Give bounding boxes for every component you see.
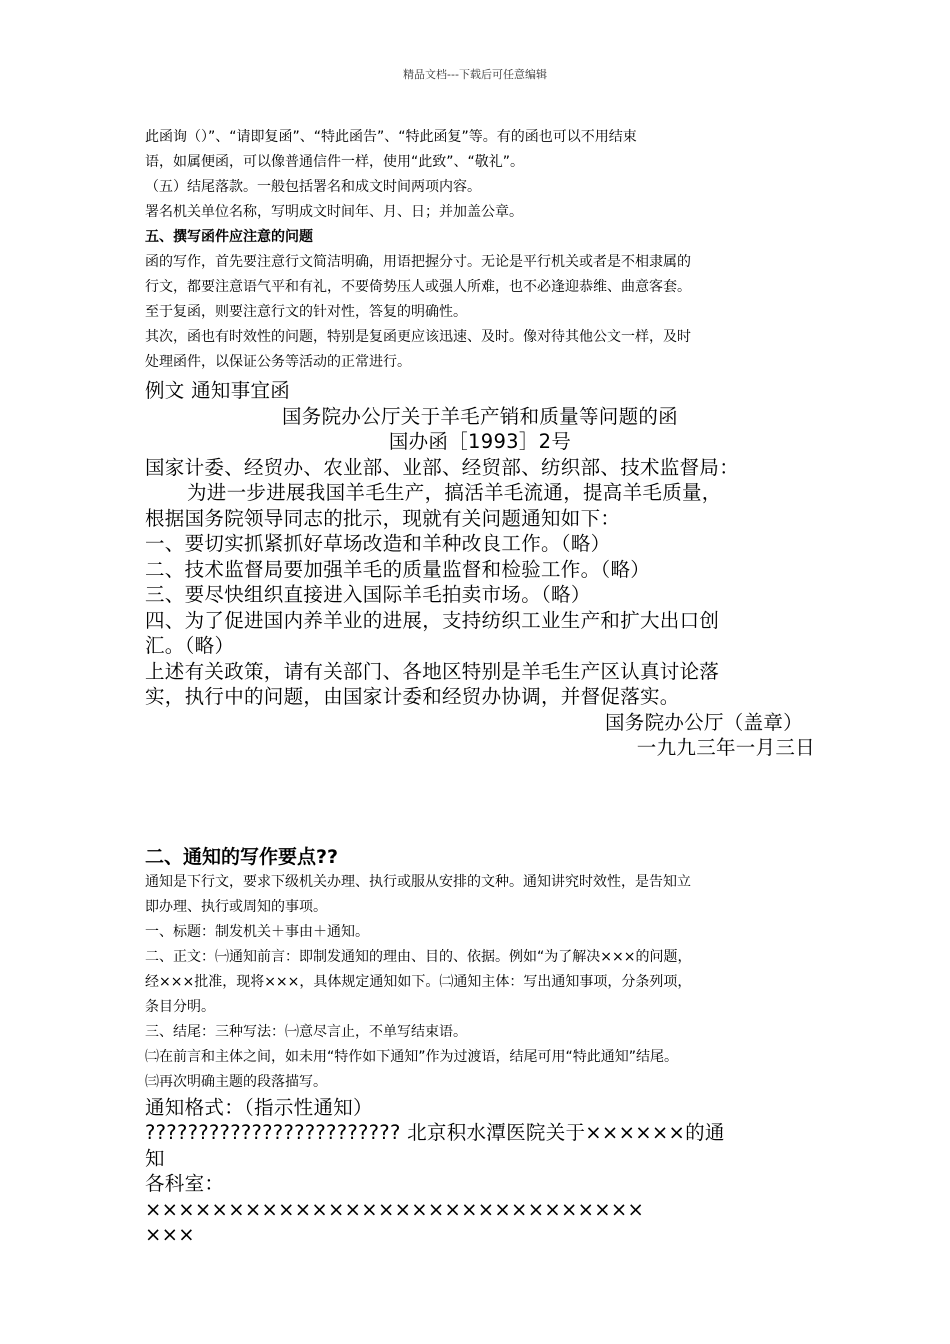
text-line: ㈢再次明确主题的段落描写。	[145, 1073, 327, 1090]
text-line: 三、结尾：三种写法：㈠意尽言止，不单写结束语。	[145, 1023, 467, 1040]
section-heading: 二、通知的写作要点??	[145, 845, 339, 868]
format-label: 通知格式：（指示性通知）	[145, 1095, 373, 1119]
format-title: ???????????????????????? 北京积水潭医院关于××××××的通	[145, 1121, 725, 1144]
closing-line: 实，执行中的问题，由国家计委和经贸办协调，并督促落实。	[145, 685, 680, 708]
example-title: 国务院办公厅关于羊毛产销和质量等问题的函	[281, 404, 678, 428]
example-item: 二、技术监督局要加强羊毛的质量监督和检验工作。（略）	[145, 557, 651, 581]
text-line: 经×××批准，现将×××，具体规定通知如下。㈡通知主体：写出通知事项，分条列项，	[145, 973, 692, 990]
recipients-line: 国家计委、经贸办、农业部、业部、经贸部、纺织部、技术监督局：	[145, 455, 740, 479]
format-recipients: 各科室：	[145, 1172, 225, 1195]
text-line: 至于复函，则要注意行文的针对性，答复的明确性。	[145, 304, 467, 320]
intro-line: 为进一步进展我国羊毛生产，搞活羊毛流通，提高羊毛质量，	[187, 481, 722, 504]
text-line: 即办理、执行或周知的事项。	[145, 898, 327, 915]
text-line: 其次，函也有时效性的问题，特别是复函更应该迅速、及时。像对待其他公文一样，及时	[145, 329, 691, 345]
intro-line: 根据国务院领导同志的批示，现就有关问题通知如下：	[145, 506, 621, 530]
text-line: 处理函件，以保证公务等活动的正常进行。	[145, 354, 411, 370]
example-label: 例文 通知事宜函	[145, 379, 291, 402]
example-item: 一、要切实抓紧抓好草场改造和羊种改良工作。（略）	[145, 532, 611, 555]
format-body: ××××××××××××××××××××××××××××××	[145, 1197, 645, 1221]
example-item: 汇。（略）	[145, 634, 235, 657]
text-line: 函的写作，首先要注意行文简洁明确，用语把握分寸。无论是平行机关或者是不相隶属的	[145, 254, 691, 270]
text-line: 署名机关单位名称，写明成文时间年、月、日；并加盖公章。	[145, 204, 523, 220]
text-line: 一、标题：制发机关＋事由＋通知。	[145, 923, 369, 940]
text-line: 语，如属便函，可以像普通信件一样，使用“此致”、“敬礼”。	[145, 154, 525, 170]
date-line: 一九九三年一月三日	[636, 736, 815, 759]
closing-line: 上述有关政策，请有关部门、各地区特别是羊毛生产区认真讨论落	[145, 659, 720, 683]
text-line: ㈡在前言和主体之间，如未用“特作如下通知”作为过渡语，结尾可用“特此通知”结尾。	[145, 1048, 679, 1065]
text-line: 二、正文：㈠通知前言：即制发通知的理由、目的、依据。例如“为了解决×××的问题，	[145, 948, 692, 965]
text-line: 条目分明。	[145, 998, 215, 1015]
spacer	[145, 761, 815, 844]
page-header: 精品文档---下载后可任意编辑	[403, 68, 547, 81]
document-number: 国办函［1993］2号	[388, 430, 572, 453]
format-title: 知	[145, 1146, 165, 1170]
text-line: （五）结尾落款。一般包括署名和成文时间两项内容。	[145, 179, 481, 195]
section-heading: 五、撰写函件应注意的问题	[145, 229, 313, 245]
format-body: ×××	[145, 1223, 195, 1246]
document-body	[145, 125, 815, 1248]
example-item: 四、为了促进国内养羊业的进展，支持纺织工业生产和扩大出口创	[145, 608, 720, 632]
example-item: 三、要尽快组织直接进入国际羊毛拍卖市场。（略）	[145, 583, 591, 606]
text-line: 行文，都要注意语气平和有礼，不要倚势压人或强人所难，也不必逢迎恭维、曲意客套。	[145, 279, 691, 295]
signature: 国务院办公厅（盖章）	[604, 710, 803, 734]
text-line: 此函询（）”、“请即复函”、“特此函告”、“特此函复”等。有的函也可以不用结束	[145, 129, 637, 145]
text-line: 通知是下行文，要求下级机关办理、执行或服从安排的文种。通知讲究时效性，是告知立	[145, 873, 691, 890]
